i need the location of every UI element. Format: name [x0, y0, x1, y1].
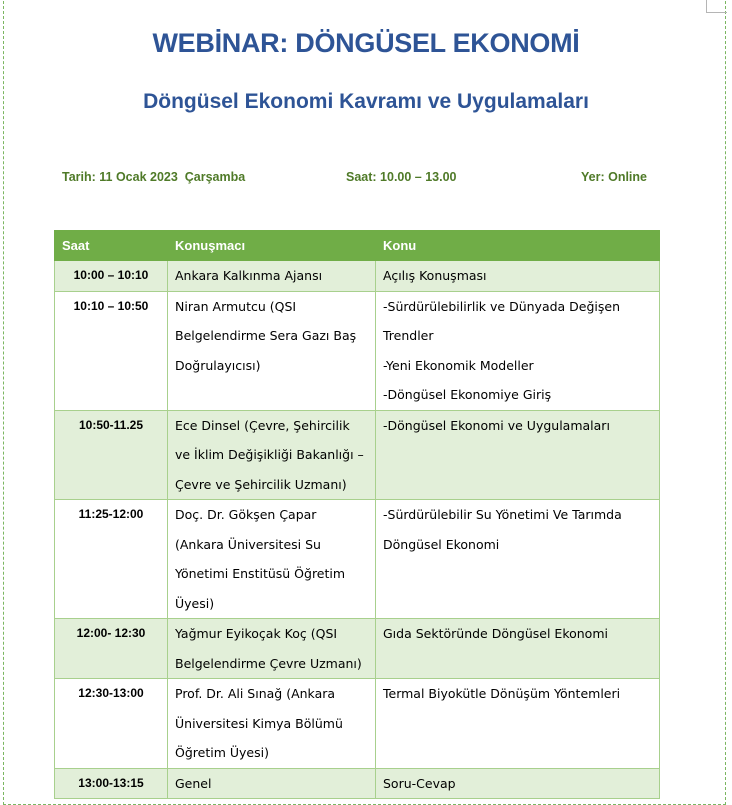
schedule-body — [55, 261, 660, 799]
cell-topic — [376, 619, 660, 679]
speaker-line: Belgelendirme Çevre Uzmanı) — [175, 655, 362, 671]
speaker-line: Üniversitesi Kimya Bölümü — [175, 715, 343, 731]
cell-topic — [376, 410, 660, 500]
table-row — [55, 768, 660, 799]
table-row — [55, 500, 660, 619]
cell-topic — [376, 679, 660, 769]
cell-topic — [376, 291, 660, 410]
topic-line: Gıda Sektöründe Döngüsel Ekonomi — [383, 626, 608, 641]
table-row — [55, 679, 660, 769]
topic-line: Trendler — [383, 328, 434, 343]
column-header-topic: Konu — [376, 231, 660, 261]
schedule-table — [54, 230, 660, 799]
cell-speaker — [168, 768, 376, 799]
speaker-line: Çevre ve Şehircilik Uzmanı) — [175, 476, 347, 492]
speaker-line: Genel — [175, 775, 212, 791]
speaker-line: Prof. Dr. Ali Sınağ (Ankara — [175, 686, 336, 701]
speaker-line: Ece Dinsel (Çevre, Şehircilik — [175, 417, 350, 433]
event-date: Tarih: 11 Ocak 2023 Çarşamba — [62, 170, 246, 184]
event-place: Yer: Online — [581, 170, 647, 184]
cell-time: 10:50-11.25 — [55, 410, 168, 500]
speaker-line: (Ankara Üniversitesi Su — [175, 536, 321, 552]
topic-line: -Sürdürülebilir Su Yönetimi Ve Tarımda — [383, 507, 622, 522]
topic-line: Soru-Cevap — [383, 775, 456, 791]
speaker-line: Yağmur Eyikoçak Koç (QSI — [175, 626, 338, 641]
cell-time: 13:00-13:15 — [55, 768, 168, 799]
speaker-line: Niran Armutcu (QSI — [175, 298, 297, 314]
page-corner-mark — [706, 0, 727, 13]
topic-line: -Döngüsel Ekonomiye Giriş — [383, 387, 552, 402]
document-title: WEBİNAR: DÖNGÜSEL EKONOMİ — [152, 28, 580, 58]
cell-topic — [376, 768, 660, 799]
table-header-row — [55, 231, 660, 261]
table-row — [55, 261, 660, 292]
speaker-line: Doç. Dr. Gökşen Çapar — [175, 507, 317, 522]
cell-speaker — [168, 410, 376, 500]
topic-line: Termal Biyokütle Dönüşüm Yöntemleri — [383, 686, 621, 701]
table-row — [55, 410, 660, 500]
cell-speaker — [168, 500, 376, 619]
speaker-line: Yönetimi Enstitüsü Öğretim — [175, 566, 346, 581]
speaker-line: Öğretim Üyesi) — [175, 745, 269, 760]
speaker-line: ve İklim Değişikliği Bakanlığı – — [175, 447, 364, 462]
table-row — [55, 291, 660, 410]
topic-line: -Döngüsel Ekonomi ve Uygulamaları — [383, 417, 610, 433]
column-header-speaker: Konuşmacı — [168, 231, 376, 261]
event-time: Saat: 10.00 – 13.00 — [346, 170, 457, 184]
cell-time: 11:25-12:00 — [55, 500, 168, 619]
cell-time: 12:30-13:00 — [55, 679, 168, 769]
topic-line: Açılış Konuşması — [383, 268, 487, 283]
cell-speaker — [168, 679, 376, 769]
table-row — [55, 619, 660, 679]
speaker-line: Belgelendirme Sera Gazı Baş — [175, 328, 357, 343]
speaker-line: Doğrulayıcısı) — [175, 357, 261, 373]
cell-time: 10:00 – 10:10 — [55, 261, 168, 292]
cell-time: 10:10 – 10:50 — [55, 291, 168, 410]
cell-time: 12:00- 12:30 — [55, 619, 168, 679]
cell-speaker — [168, 619, 376, 679]
document-subtitle: Döngüsel Ekonomi Kavramı ve Uygulamaları — [143, 90, 589, 113]
cell-topic — [376, 500, 660, 619]
cell-topic — [376, 261, 660, 292]
column-header-time: Saat — [55, 231, 168, 261]
topic-line: Döngüsel Ekonomi — [383, 536, 500, 552]
speaker-line: Ankara Kalkınma Ajansı — [175, 268, 323, 283]
topic-line: -Sürdürülebilirlik ve Dünyada Değişen — [383, 298, 621, 314]
cell-speaker — [168, 291, 376, 410]
speaker-line: Üyesi) — [175, 595, 215, 611]
cell-speaker — [168, 261, 376, 292]
topic-line: -Yeni Ekonomik Modeller — [383, 357, 534, 373]
